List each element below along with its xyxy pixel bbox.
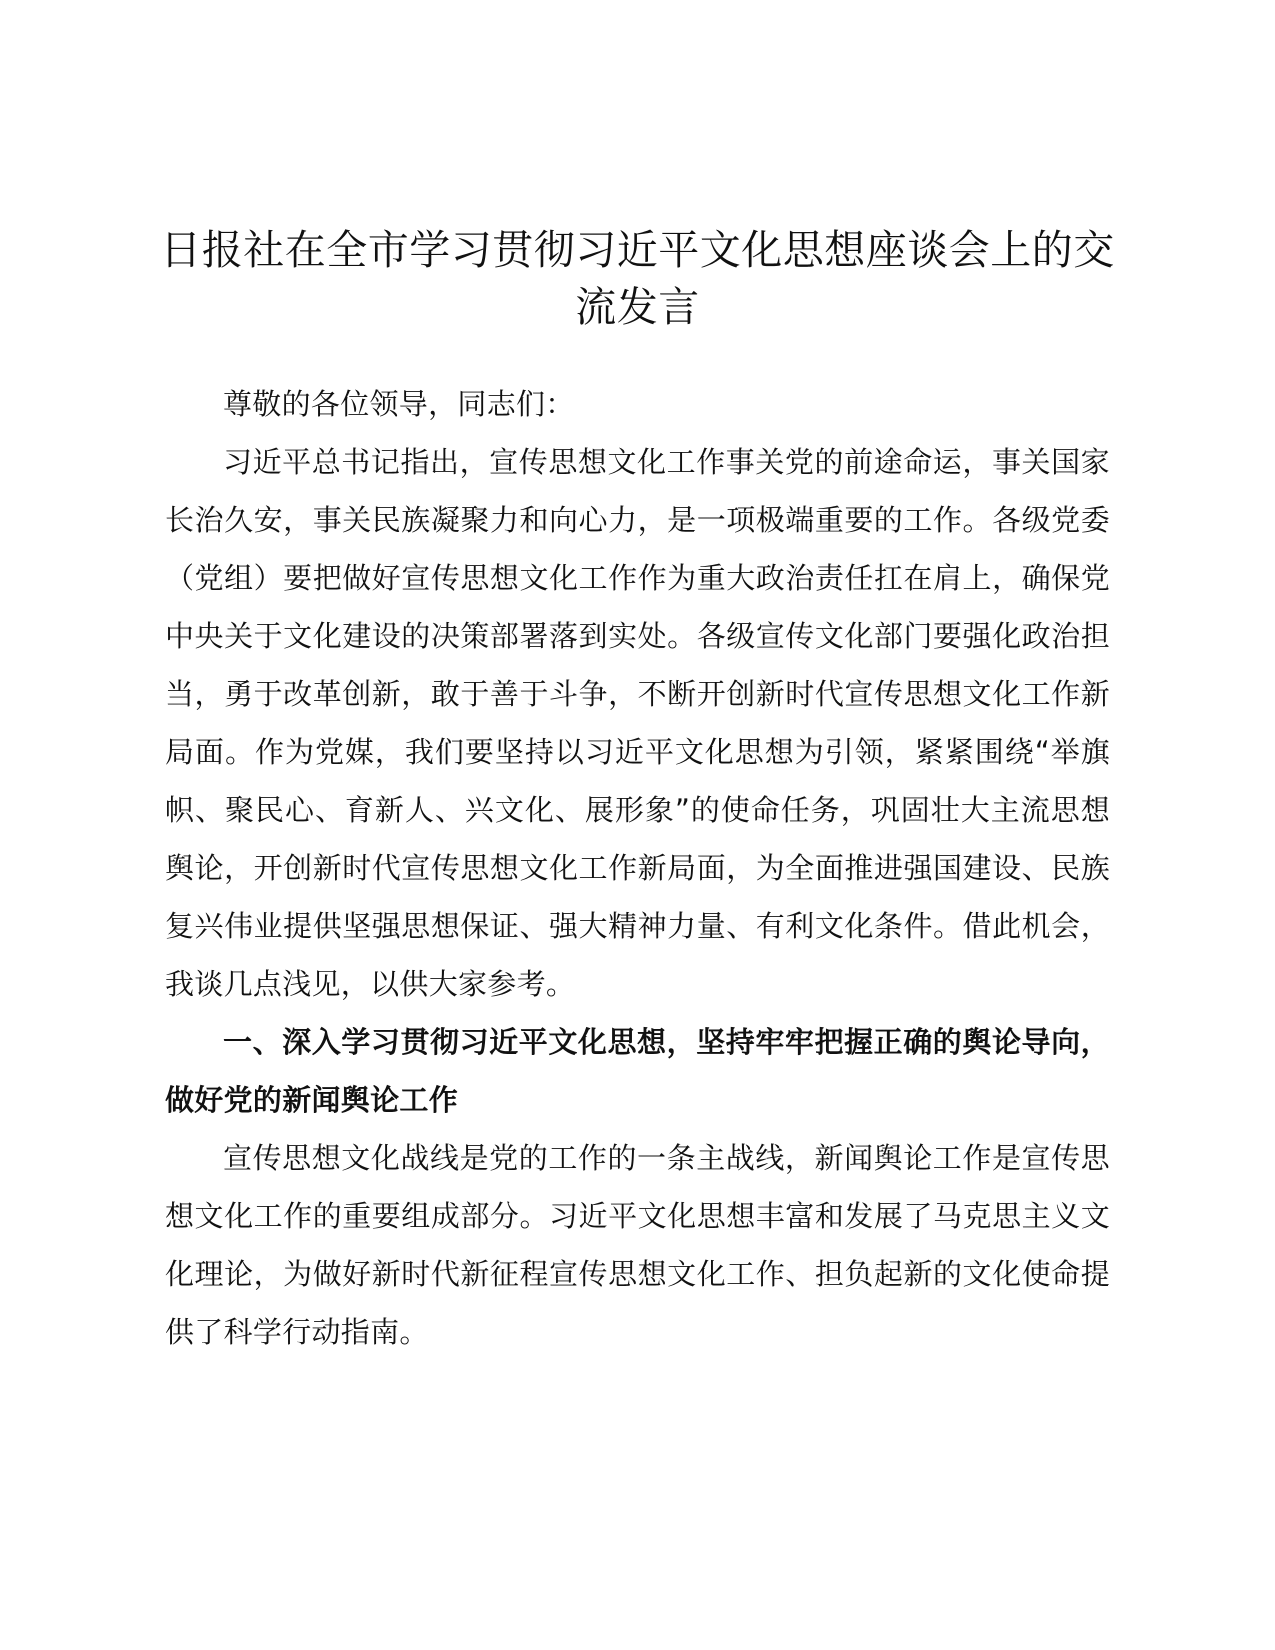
intro-paragraph: 习近平总书记指出，宣传思想文化工作事关党的前途命运，事关国家长治久安，事关民族凝聚力和向心力，是一项极端重要的工作。各级党委（党组）要把做好宣传思想文化工作作为重大政治责任扛在肩上，确保党中央关于文化建设的决策部署落到实处。各级宣传文化部门要强化政治担当，勇于改革创新，敢于善于斗争，不断开创新时代宣传思想文化工作新局面。作为党媒，我们要坚持以习近平文化思想为引领，紧紧围绕“举旗帜、聚民心、育新人、兴文化、展形象”的使命任务，巩固壮大主流思想舆论，开创新时代宣传思想文化工作新局面，为全面推进强国建设、民族复兴伟业提供坚强思想保证、强大精神力量、有利文化条件。借此机会，我谈几点浅见，以供大家参考。 xyxy=(165,445,1110,1001)
document-title: 日报社在全市学习贯彻习近平文化思想座谈会上的交流发言 xyxy=(160,226,1115,331)
salutation-paragraph: 尊敬的各位领导，同志们： xyxy=(223,387,575,421)
section-heading-1: 一、深入学习贯彻习近平文化思想，坚持牢牢把握正确的舆论导向，做好党的新闻舆论工作 xyxy=(165,1025,1110,1117)
section-1-paragraph: 宣传思想文化战线是党的工作的一条主战线，新闻舆论工作是宣传思想文化工作的重要组成部分。习近平文化思想丰富和发展了马克思主义文化理论，为做好新时代新征程宣传思想文化工作、担负起新的文化使命提供了科学行动指南。 xyxy=(165,1141,1110,1349)
document-body xyxy=(165,375,1110,1361)
